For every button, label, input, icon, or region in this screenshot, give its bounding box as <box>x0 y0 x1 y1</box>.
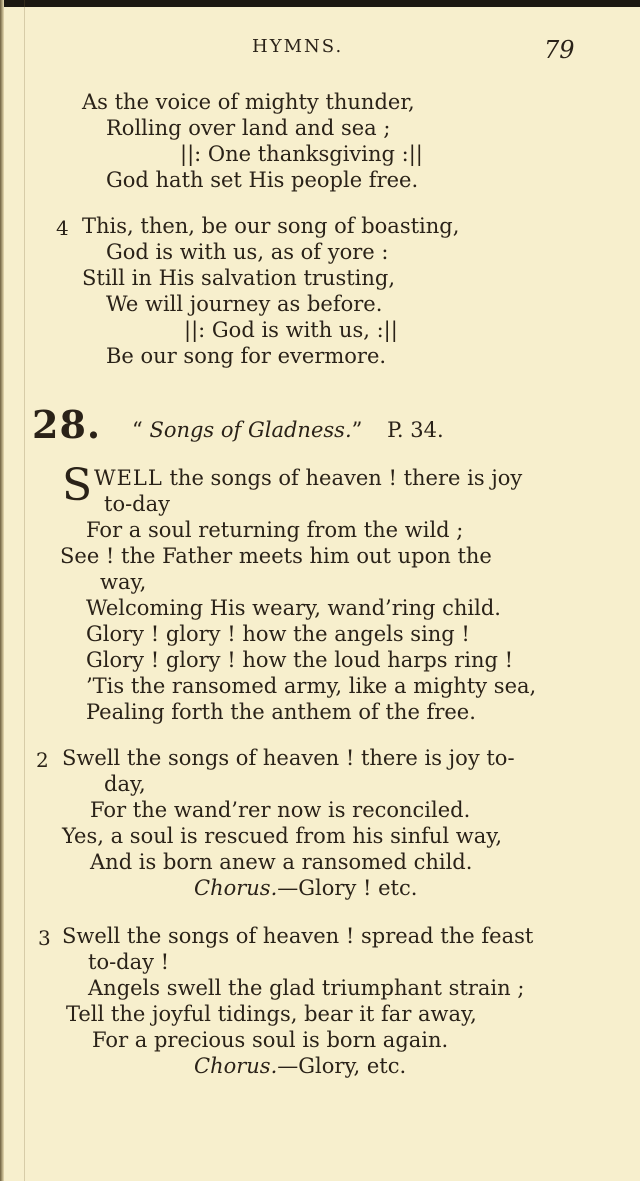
verse-line: See ! the Father meets him out upon the <box>60 544 492 568</box>
first-line-rest: the songs of heaven ! there is joy <box>162 466 523 490</box>
verse-number: 4 <box>56 216 69 240</box>
verse-line: This, then, be our song of boasting, <box>82 214 460 238</box>
verse-line: to-day <box>104 492 171 516</box>
title-close-quote: ” <box>351 418 363 442</box>
verse-line: way, <box>100 570 147 594</box>
verse-line: day, <box>104 772 146 796</box>
small-caps-word: WELL <box>94 466 163 490</box>
verse-line: Glory ! glory ! how the angels sing ! <box>86 622 470 646</box>
chorus-label: Chorus. <box>194 1054 278 1078</box>
verse-number: 2 <box>36 748 49 772</box>
verse-line: Rolling over land and sea ; <box>106 116 391 140</box>
chorus-label: Chorus. <box>194 876 278 900</box>
verse-line: Yes, a soul is rescued from his sinful way, <box>62 824 503 848</box>
verse-line: ’Tis the ransomed army, like a mighty sea, <box>86 674 537 698</box>
verse-line <box>94 466 522 490</box>
verse-line: As the voice of mighty thunder, <box>82 90 415 114</box>
drop-cap: S <box>62 460 93 511</box>
verse-line: For a soul returning from the wild ; <box>86 518 464 542</box>
verse-line: Swell the songs of heaven ! spread the feast <box>62 924 534 948</box>
verse-line: Glory ! glory ! how the loud harps ring ! <box>86 648 514 672</box>
title-text: Songs of Gladness. <box>149 418 352 442</box>
page-reference: P. 34. <box>387 418 444 442</box>
title-open-quote: “ <box>132 418 143 442</box>
page-number: 79 <box>544 36 575 64</box>
verse-line: Swell the songs of heaven ! there is joy to- <box>62 746 515 770</box>
verse-line: to-day ! <box>88 950 170 974</box>
chorus-text: —Glory ! etc. <box>277 876 418 900</box>
running-head: HYMNS. <box>252 36 344 57</box>
verse-line: ||: God is with us, :|| <box>184 318 398 342</box>
verse-line: Be our song for evermore. <box>106 344 387 368</box>
verse-line: For a precious soul is born again. <box>92 1028 449 1052</box>
verse-line: Pealing forth the anthem of the free. <box>86 700 476 724</box>
hymn-number: 28. <box>32 402 102 447</box>
chorus-line <box>194 876 417 900</box>
page-top-edge <box>0 0 640 7</box>
verse-line: Still in His salvation trusting, <box>82 266 396 290</box>
verse-line: Tell the joyful tidings, bear it far away, <box>66 1002 477 1026</box>
page-binding-edge <box>0 0 4 1181</box>
verse-line: We will journey as before. <box>106 292 383 316</box>
verse-line: God is with us, as of yore : <box>106 240 389 264</box>
verse-line: ||: One thanksgiving :|| <box>180 142 423 166</box>
verse-line: God hath set His people free. <box>106 168 419 192</box>
verse-line: And is born anew a ransomed child. <box>90 850 473 874</box>
verse-line: Angels swell the glad triumphant strain ; <box>88 976 525 1000</box>
verse-line: Welcoming His weary, wand’ring child. <box>86 596 501 620</box>
chorus-line <box>194 1054 406 1078</box>
hymn-title <box>132 418 444 442</box>
verse-number: 3 <box>38 926 51 950</box>
chorus-text: —Glory, etc. <box>277 1054 407 1078</box>
verse-line: For the wand’rer now is reconciled. <box>90 798 471 822</box>
page-fold-line <box>24 0 25 1181</box>
